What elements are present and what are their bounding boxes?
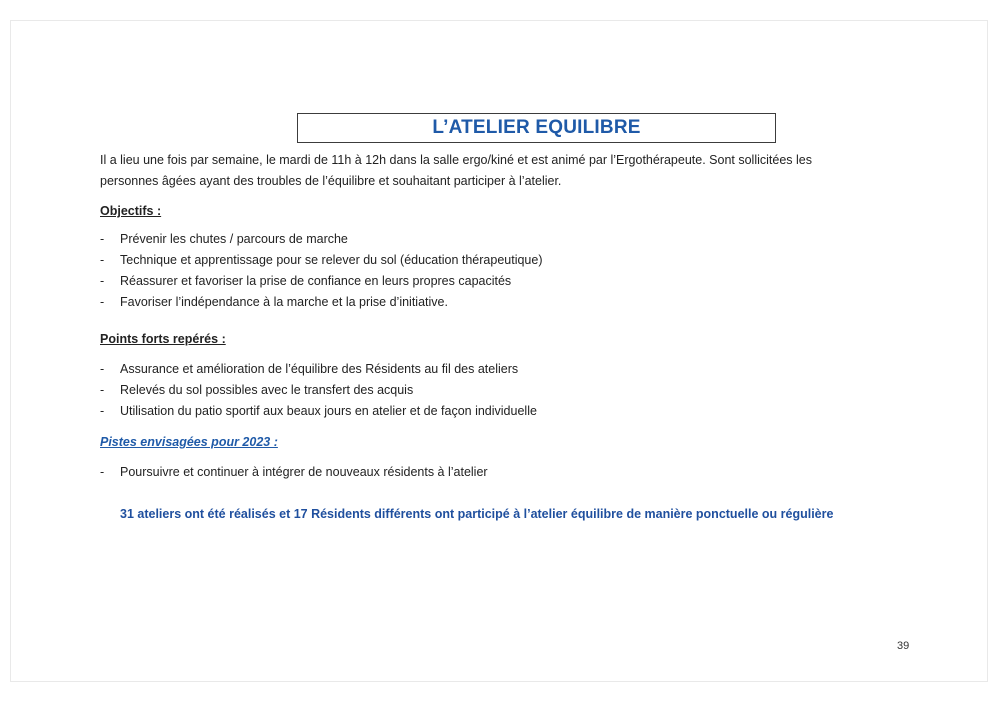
list-item [100, 229, 543, 250]
bullet-dash: - [100, 465, 105, 479]
bullet-dash: - [100, 404, 105, 418]
pistes-heading: Pistes envisagées pour 2023 : [100, 435, 278, 449]
list-item-text: Assurance et amélioration de l’équilibre des Résidents au fil des ateliers [120, 362, 519, 376]
intro-paragraph: Il a lieu une fois par semaine, le mardi de 11h à 12h dans la salle ergo/kiné et est animé par l’Ergothérapeute. Sont sollicitées les personnes âgées ayant des troubles de l’équilibre et souhaitant participer à l’atelier. [100, 153, 812, 188]
page-title: L’ATELIER EQUILIBRE [432, 117, 641, 138]
bullet-dash: - [100, 253, 105, 267]
points-forts-heading: Points forts repérés : [100, 332, 226, 346]
points-forts-list [100, 359, 537, 422]
list-item [100, 462, 488, 483]
bullet-dash: - [100, 295, 105, 309]
bullet-dash: - [100, 362, 105, 376]
list-item-text: Utilisation du patio sportif aux beaux jours en atelier et de façon individuelle [120, 404, 537, 418]
objectifs-list [100, 229, 543, 313]
title-box [297, 113, 776, 143]
list-item [100, 250, 543, 271]
list-item-text: Poursuivre et continuer à intégrer de nouveaux résidents à l’atelier [120, 465, 488, 479]
list-item [100, 380, 537, 401]
list-item-text: Réassurer et favoriser la prise de confiance en leurs propres capacités [120, 274, 512, 288]
list-item-text: Relevés du sol possibles avec le transfert des acquis [120, 383, 414, 397]
bullet-dash: - [100, 383, 105, 397]
list-item [100, 292, 543, 313]
list-item-text: Prévenir les chutes / parcours de marche [120, 232, 348, 246]
list-item-text: Technique et apprentissage pour se relever du sol (éducation thérapeutique) [120, 253, 543, 267]
list-item-text: Favoriser l’indépendance à la marche et la prise d’initiative. [120, 295, 448, 309]
list-item [100, 359, 537, 380]
pistes-list [100, 462, 488, 483]
bullet-dash: - [100, 232, 105, 246]
bullet-dash: - [100, 274, 105, 288]
summary-statement: 31 ateliers ont été réalisés et 17 Résidents différents ont participé à l’atelier équilibre de manière ponctuelle ou régulière [120, 507, 834, 521]
page-number: 39 [897, 640, 910, 652]
list-item [100, 401, 537, 422]
objectifs-heading: Objectifs : [100, 204, 162, 218]
list-item [100, 271, 543, 292]
